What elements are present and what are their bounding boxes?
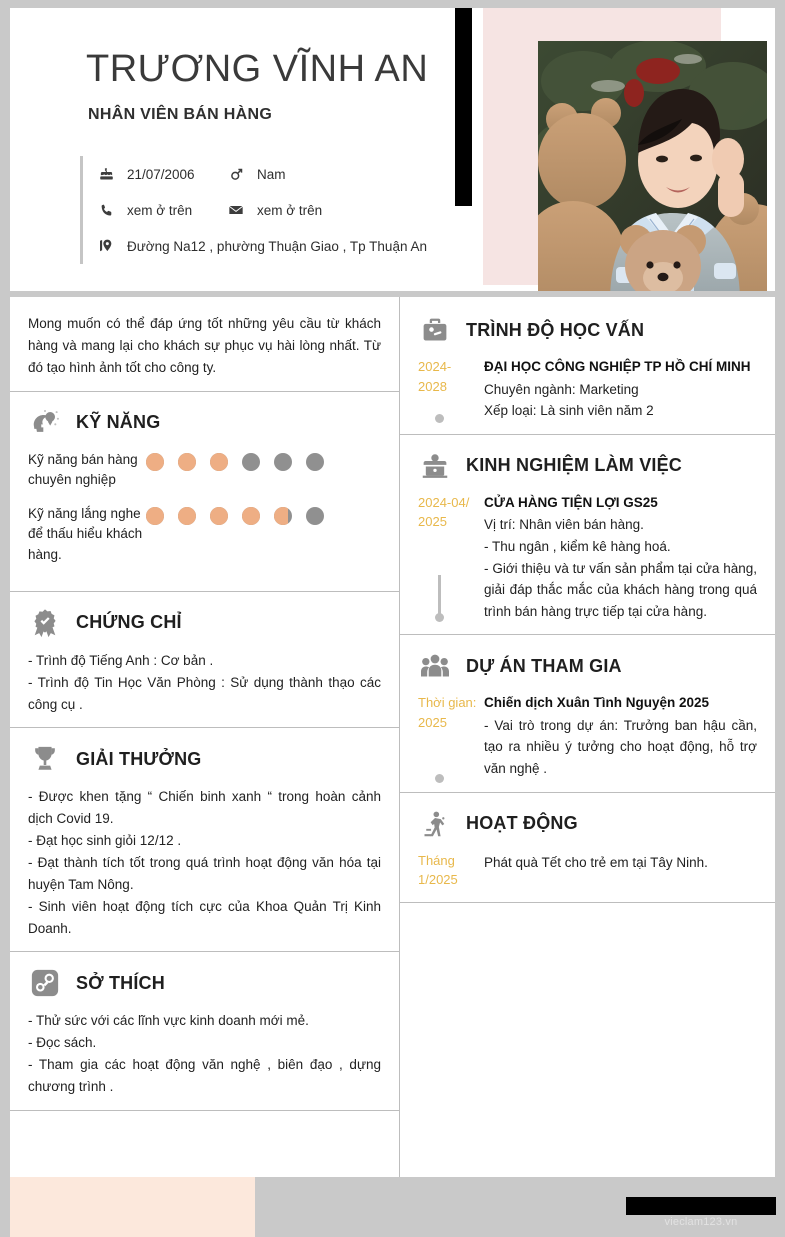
skills-list <box>28 450 381 565</box>
projects-title: DỰ ÁN THAM GIA <box>466 655 622 676</box>
rating-dot <box>210 453 228 471</box>
contact-birthday <box>95 167 225 182</box>
avatar <box>538 41 767 291</box>
work-desk-icon <box>418 449 452 483</box>
activities-body <box>480 851 757 890</box>
projects-body <box>480 693 757 779</box>
text-line: Phát quà Tết cho trẻ em tại Tây Ninh. <box>484 854 708 870</box>
steam-icon <box>28 966 62 1000</box>
activities-header <box>418 807 757 841</box>
phone-icon <box>95 203 117 218</box>
text-line: - Sinh viên hoạt động tích cực của Khoa Quản Trị Kinh Doanh. <box>28 898 381 936</box>
activities-date-value: Tháng 1/2025 <box>418 852 458 888</box>
section-projects <box>400 635 775 792</box>
skill-rating <box>146 450 324 471</box>
experience-company: CỬA HÀNG TIỆN LỢI GS25 <box>484 494 658 510</box>
rating-dot <box>178 507 196 525</box>
certificates-title: CHỨNG CHỈ <box>76 612 182 633</box>
contact-row-2 <box>95 192 470 228</box>
contact-gender <box>225 167 286 182</box>
rating-dot <box>146 507 164 525</box>
page-title: TRƯƠNG VĨNH AN <box>86 48 429 90</box>
text-line: - Trình độ Tiếng Anh : Cơ bản . <box>28 652 214 668</box>
text-line: - Đọc sách. <box>28 1035 97 1051</box>
right-column <box>400 297 775 1177</box>
activities-title: HOẠT ĐỘNG <box>466 813 578 834</box>
projects-header <box>418 649 757 683</box>
skill-row <box>28 450 381 491</box>
decor-black-bar-bottom <box>626 1197 776 1215</box>
awards-header <box>28 742 381 776</box>
text-line: - Thu ngân , kiểm kê hàng hoá. <box>484 538 671 554</box>
contact-email <box>225 202 322 218</box>
skills-title: KỸ NĂNG <box>76 412 161 433</box>
education-school: ĐẠI HỌC CÔNG NGHIỆP TP HỒ CHÍ MINH <box>484 359 751 374</box>
activities-date <box>418 851 480 890</box>
certificates-header <box>28 606 381 640</box>
trophy-icon <box>28 742 62 776</box>
section-awards <box>10 728 399 952</box>
contact-address-value: Đường Na12 , phường Thuận Giao , Tp Thuận An <box>127 238 427 254</box>
rating-dot <box>242 453 260 471</box>
section-certificates <box>10 592 399 729</box>
experience-body <box>480 493 757 623</box>
text-line: - Đạt thành tích tốt trong quá trình hoạt động văn hóa tại huyện Tam Nông. <box>28 854 381 892</box>
cake-icon <box>95 167 117 182</box>
education-header <box>418 313 757 347</box>
rating-dot <box>306 453 324 471</box>
timeline-line <box>438 575 441 615</box>
head-idea-icon <box>28 406 62 440</box>
activities-details <box>484 851 757 874</box>
left-column <box>10 297 400 1177</box>
text-line: - Thử sức với các lĩnh vực kinh doanh mới mẻ. <box>28 1013 309 1029</box>
experience-title: KINH NGHIỆM LÀM VIỆC <box>466 455 683 476</box>
experience-entry <box>418 493 757 623</box>
awards-title: GIẢI THƯỞNG <box>76 748 202 769</box>
gender-icon <box>225 167 247 182</box>
certificates-list <box>28 650 381 716</box>
section-experience <box>400 435 775 636</box>
contact-email-value: xem ở trên <box>257 202 323 218</box>
hobbies-list <box>28 1010 381 1097</box>
envelope-icon <box>225 202 247 218</box>
rating-dot <box>274 453 292 471</box>
projects-date-value: Thời gian: 2025 <box>418 695 477 730</box>
projects-entry <box>418 693 757 779</box>
education-entry <box>418 357 757 422</box>
rating-dot <box>210 507 228 525</box>
experience-date-value: 2024-04/ 2025 <box>418 494 470 530</box>
skill-label: Kỹ năng bán hàng chuyên nghiệp <box>28 451 138 487</box>
objective-text: Mong muốn có thể đáp ứng tốt những yêu cầu từ khách hàng và mang lại cho khách sự phục vụ hài lòng nhất. Từ đó tạo hình ảnh tốt cho công ty. <box>28 316 381 375</box>
skill-row <box>28 504 381 565</box>
people-group-icon <box>418 649 452 683</box>
rating-dot <box>242 507 260 525</box>
section-activities <box>400 793 775 903</box>
contact-gender-value: Nam <box>257 166 286 182</box>
education-title: TRÌNH ĐỘ HỌC VẤN <box>466 319 645 340</box>
hobbies-title: SỞ THÍCH <box>76 972 165 993</box>
text-line: - Đạt học sinh giỏi 12/12 . <box>28 833 182 849</box>
briefcase-icon <box>418 313 452 347</box>
contact-birthday-value: 21/07/2006 <box>127 166 195 182</box>
rating-dot <box>274 507 292 525</box>
watermark: vieclam123.vn <box>664 1216 738 1228</box>
text-line: - Giới thiệu và tư vấn sản phẩm tại cửa hàng, giải đáp thắc mắc của khách hàng trong quá trình bán hàng trực tiếp tại cửa hàng. <box>484 560 757 619</box>
skill-rating <box>146 504 324 525</box>
text-line: - Tham gia các hoạt động văn nghệ , biên đạo , dựng chương trình . <box>28 1057 381 1094</box>
awards-list <box>28 786 381 939</box>
map-pin-icon <box>95 238 117 254</box>
text-line: - Được khen tặng “ Chiến binh xanh “ trong hoàn cảnh dịch Covid 19. <box>28 789 381 827</box>
contact-phone-value: xem ở trên <box>127 202 193 218</box>
rating-dot <box>178 453 196 471</box>
education-body <box>480 357 757 422</box>
rating-dot <box>146 453 164 471</box>
header-card <box>10 8 775 291</box>
text-line: - Vai trò trong dự án: Trưởng ban hậu cần, tạo ra nhiều ý tưởng cho hoạt động, hỗ trợ văn nghệ . <box>484 717 757 777</box>
education-date-value: 2024-2028 <box>418 359 452 394</box>
education-date <box>418 357 480 422</box>
project-name: Chiến dịch Xuân Tình Nguyện 2025 <box>484 695 710 711</box>
contact-block <box>80 156 470 264</box>
contact-address <box>95 238 427 254</box>
badge-check-icon <box>28 606 62 640</box>
section-education <box>400 297 775 435</box>
experience-date <box>418 493 480 623</box>
section-skills <box>10 392 399 592</box>
experience-details <box>484 514 757 622</box>
skills-header <box>28 406 381 440</box>
text-line: Xếp loại: Là sinh viên năm 2 <box>484 403 654 419</box>
text-line: - Trình độ Tin Học Văn Phòng : Sử dụng thành thạo các công cụ . <box>28 674 381 712</box>
hobbies-header <box>28 966 381 1000</box>
contact-phone <box>95 203 225 218</box>
section-objective <box>10 297 399 392</box>
volunteer-icon <box>418 807 452 841</box>
projects-details <box>484 715 757 780</box>
experience-header <box>418 449 757 483</box>
education-details <box>484 379 757 422</box>
contact-row-3 <box>95 228 470 264</box>
activities-entry <box>418 851 757 890</box>
body-card <box>10 297 775 1177</box>
text-line: Chuyên ngành: Marketing <box>484 381 639 397</box>
text-line: Vị trí: Nhân viên bán hàng. <box>484 517 644 533</box>
rating-dot <box>306 507 324 525</box>
projects-date <box>418 693 480 779</box>
section-hobbies <box>10 952 399 1110</box>
job-title: NHÂN VIÊN BÁN HÀNG <box>88 106 273 123</box>
skill-label: Kỹ năng lắng nghe để thấu hiểu khách hàng. <box>28 506 143 562</box>
contact-row-1 <box>95 156 470 192</box>
